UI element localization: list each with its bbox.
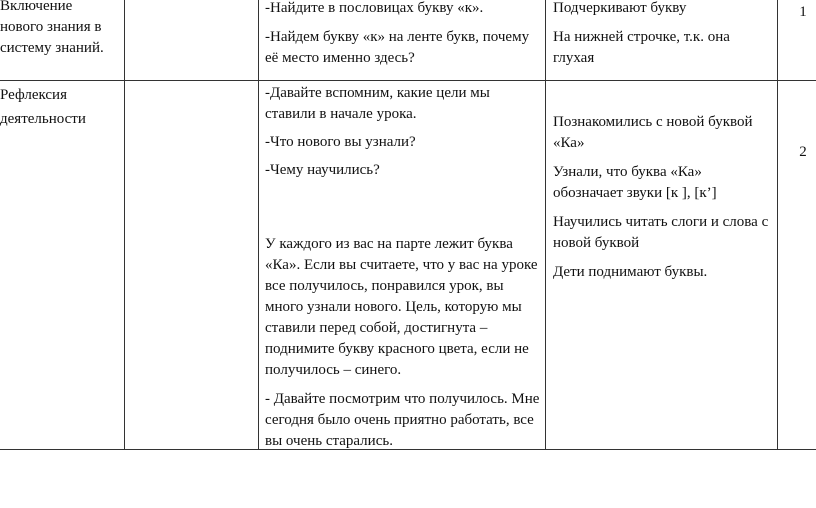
column-divider: [124, 0, 125, 450]
teacher-text: -Найдем букву «к» на ленте букв, почему её место именно здесь?: [265, 29, 530, 66]
students-cell: [553, 112, 771, 283]
teacher-text: -Что нового вы узнали?: [265, 134, 416, 150]
column-divider: [258, 0, 259, 450]
students-text: Научились читать слоги и слова с новой буквой: [553, 214, 769, 251]
teacher-text: - Давайте посмотрим что получилось. Мне сегодня было очень приятно работать, все вы очень старались.: [265, 391, 540, 449]
teacher-text: У каждого из вас на парте лежит буква «Ка». Если вы считаете, что у вас на уроке все получилось, понравился урок, вы много узнали нового. Цель, которую мы ставили перед собой, достигнута – поднимите букву красного цвета, если не получилось – синего.: [265, 236, 538, 378]
stage-text: Включение нового знания в систему знаний.: [0, 0, 104, 56]
students-cell: [553, 0, 771, 69]
students-text: Подчеркивают букву: [553, 0, 687, 16]
row-number: 1: [799, 4, 807, 20]
row-divider: [0, 80, 816, 81]
teacher-text: -Чему научились?: [265, 162, 380, 178]
teacher-cell: [265, 0, 541, 69]
students-text: На нижней строчке, т.к. она глухая: [553, 29, 730, 66]
teacher-text: -Найдите в пословицах букву «к».: [265, 0, 484, 16]
teacher-cell: [265, 83, 543, 452]
stage-cell: [0, 0, 118, 59]
teacher-text: -Давайте вспомним, какие цели мы ставили в начале урока.: [265, 85, 490, 122]
students-text: Познакомились с новой буквой «Ка»: [553, 114, 753, 151]
stage-text: Рефлексия деятельности: [0, 87, 86, 127]
row-number: 2: [799, 144, 807, 160]
number-cell: [778, 2, 816, 23]
students-text: Дети поднимают буквы.: [553, 264, 708, 280]
number-cell: [778, 142, 816, 163]
column-divider: [545, 0, 546, 450]
students-text: Узнали, что буква «Ка» обозначает звуки [к ], [к’]: [553, 164, 717, 201]
column-divider: [777, 0, 778, 450]
stage-cell: [0, 83, 118, 131]
